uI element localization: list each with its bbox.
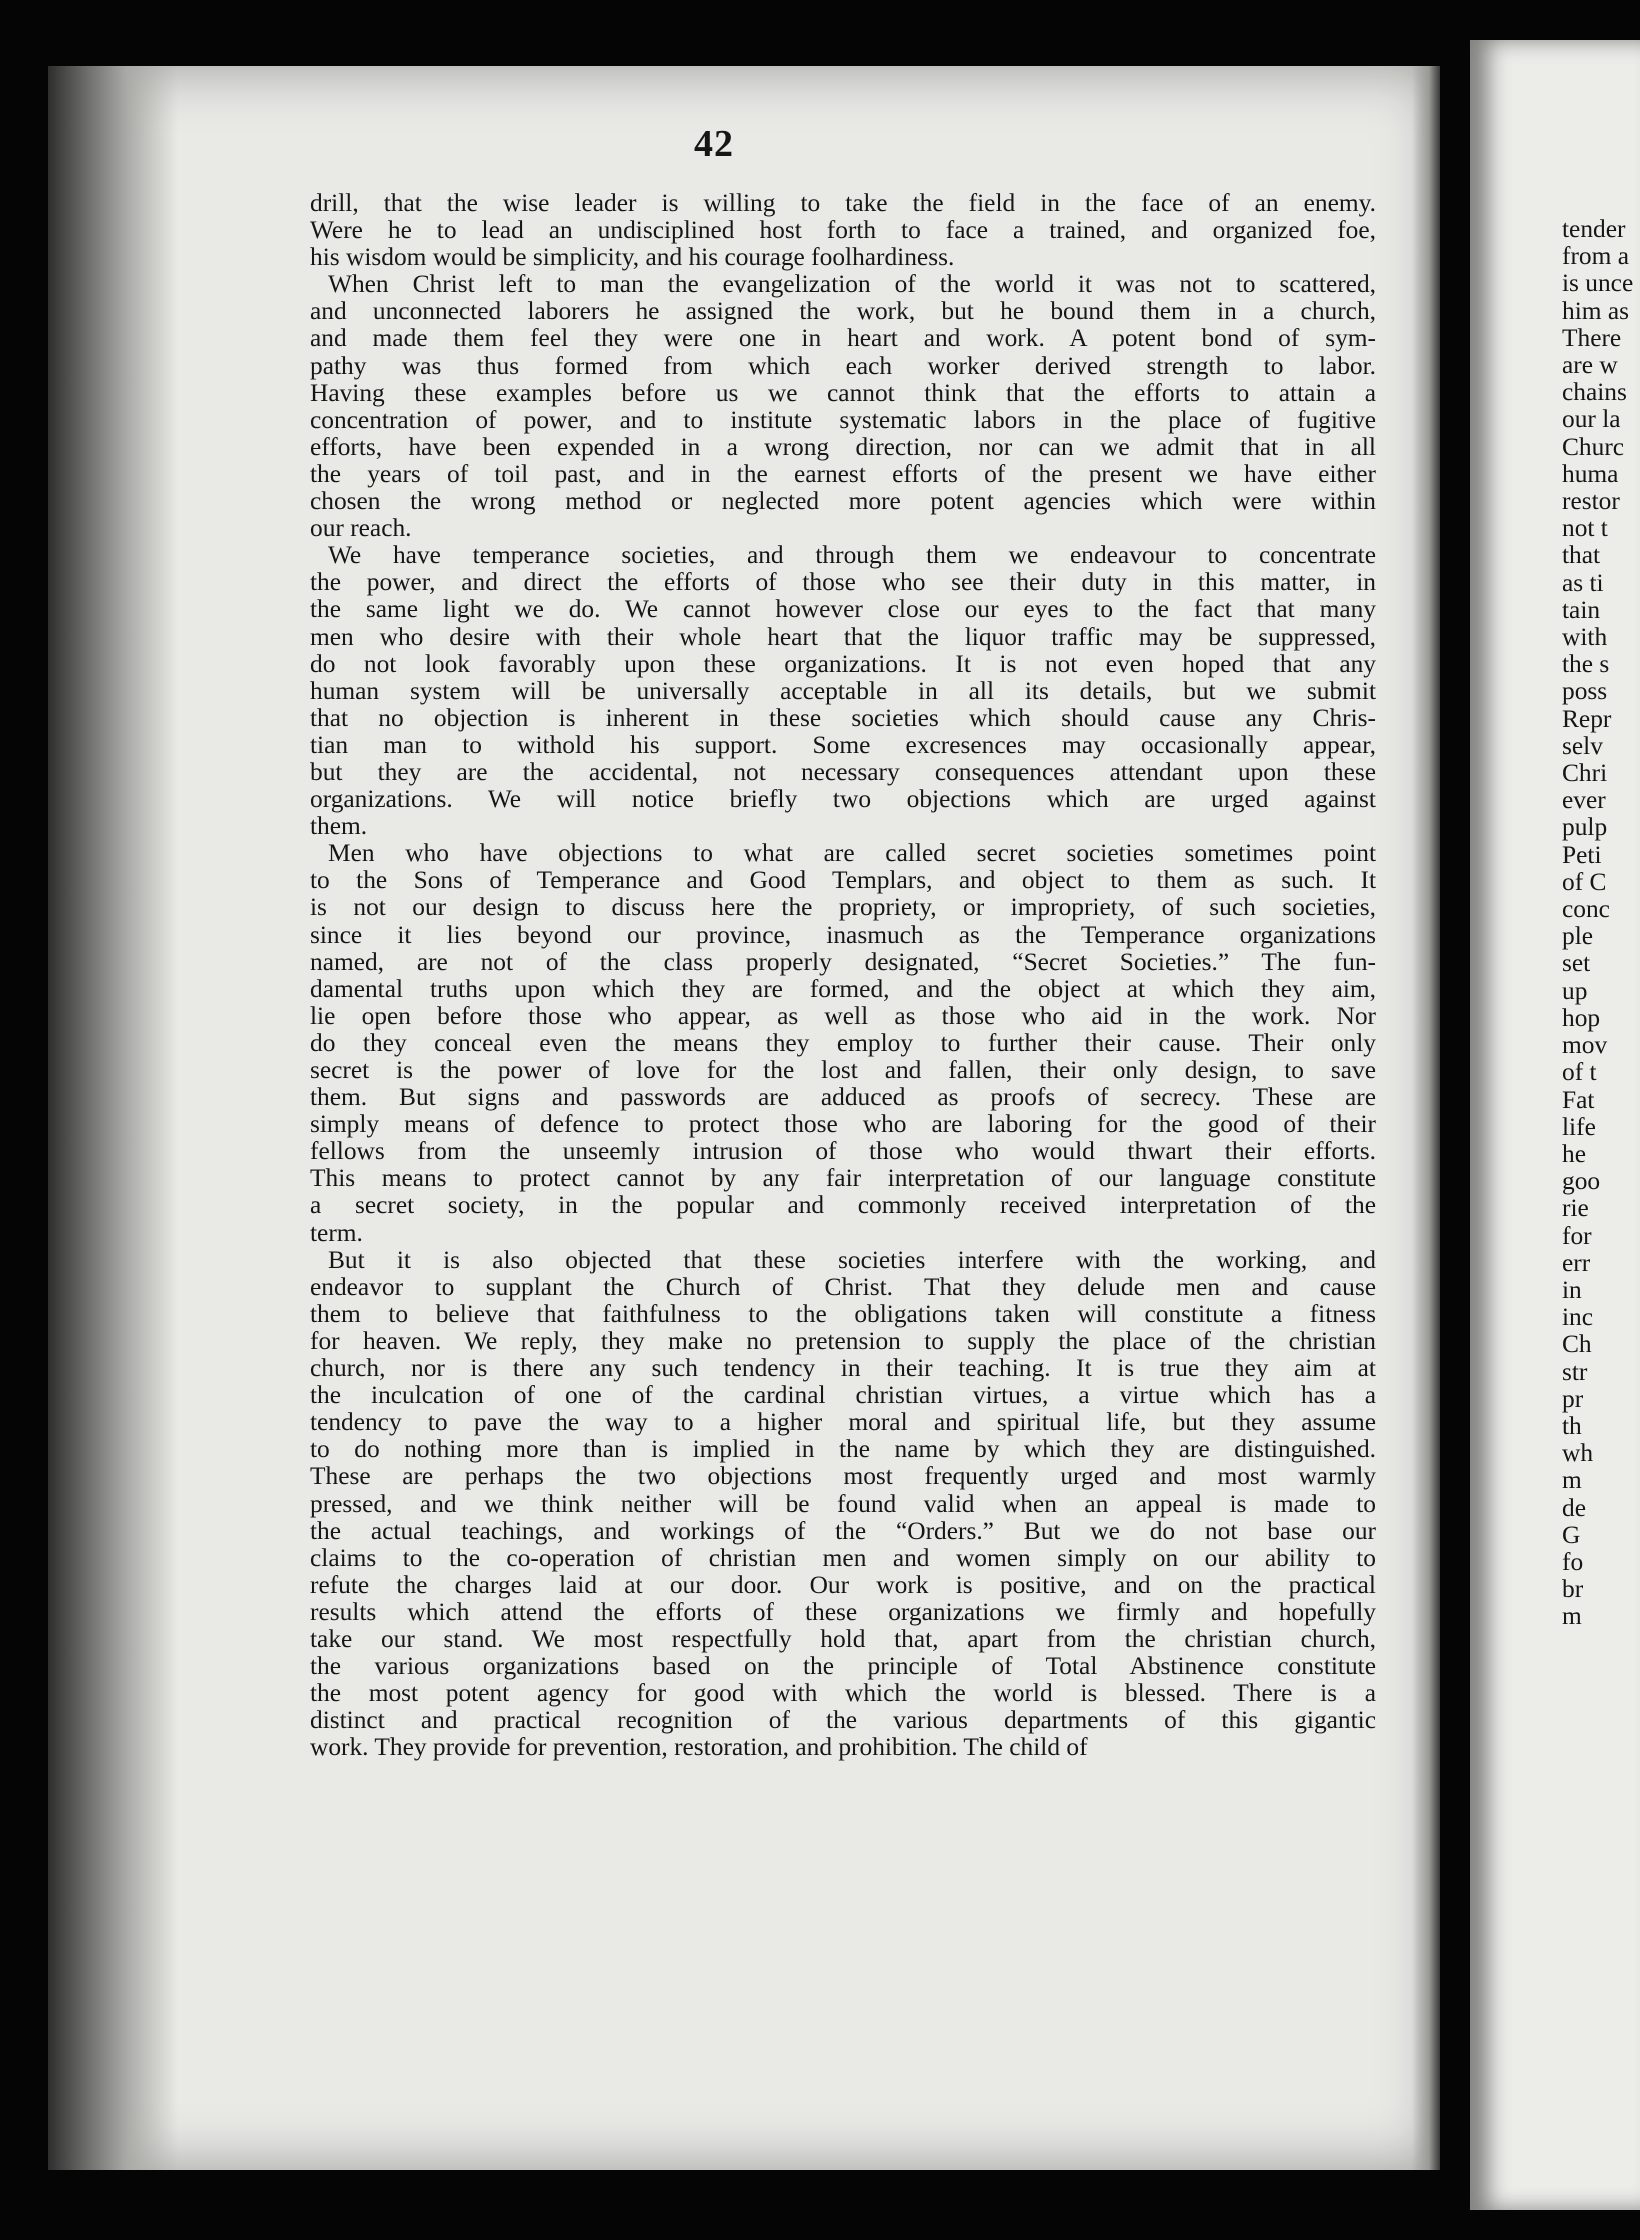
- text-line: church, nor is there any such tendency in their teaching. It is true they aim at: [310, 1354, 1376, 1383]
- facing-text-fragment: tain: [1562, 595, 1601, 624]
- facing-text-fragment: huma: [1562, 459, 1619, 488]
- text-line: drill, that the wise leader is willing to take the field in the face of an enemy.: [310, 189, 1376, 217]
- text-line: the most potent agency for good with which the world is blessed. There is a: [310, 1679, 1376, 1708]
- facing-text-fragment: of t: [1562, 1058, 1597, 1087]
- body-text: [310, 190, 1376, 1761]
- facing-text-fragment: of C: [1562, 867, 1607, 896]
- facing-text-fragment: fo: [1562, 1547, 1584, 1576]
- text-line: Men who have objections to what are called secret societies sometimes point: [328, 839, 1376, 868]
- facing-page-text: [1562, 216, 1640, 1631]
- text-line: the years of toil past, and in the earnest efforts of the present we have either: [310, 459, 1376, 488]
- text-line: do not look favorably upon these organizations. It is not even hoped that any: [310, 649, 1376, 678]
- gutter-shadow: [48, 66, 178, 2170]
- facing-text-fragment: in: [1562, 1275, 1582, 1304]
- facing-text-fragment: hop: [1562, 1003, 1601, 1032]
- paragraph: [310, 190, 1376, 271]
- text-line: for heaven. We reply, they make no pretension to supply the place of the christian: [310, 1326, 1376, 1355]
- text-line: refute the charges laid at our door. Our work is positive, and on the practical: [310, 1570, 1376, 1599]
- text-line: and made them feel they were one in heart and work. A potent bond of sym-: [310, 324, 1376, 353]
- page-number: 42: [694, 123, 734, 165]
- facing-text-fragment: pulp: [1562, 813, 1608, 842]
- text-line: simply means of defence to protect those who are laboring for the good of their: [310, 1110, 1376, 1139]
- facing-text-fragment: chains: [1562, 378, 1627, 407]
- facing-text-fragment: m: [1562, 1466, 1582, 1495]
- text-line: distinct and practical recognition of the various departments of this gigantic: [310, 1706, 1376, 1735]
- facing-text-fragment: br: [1562, 1575, 1584, 1604]
- text-line: We have temperance societies, and through them we endeavour to concentrate: [328, 541, 1376, 570]
- text-line: and unconnected laborers he assigned the work, but he bound them in a church,: [310, 297, 1376, 326]
- facing-text-fragment: wh: [1562, 1439, 1594, 1468]
- text-line: do they conceal even the means they employ to further their cause. Their only: [310, 1028, 1376, 1057]
- paragraph: [310, 840, 1376, 1246]
- facing-text-fragment: our la: [1562, 405, 1621, 434]
- facing-text-fragment: poss: [1562, 677, 1608, 706]
- text-line: endeavor to supplant the Church of Christ. That they delude men and cause: [310, 1272, 1376, 1301]
- facing-text-fragment: is unce: [1562, 269, 1634, 298]
- text-line: that no objection is inherent in these societies which should cause any Chris-: [310, 703, 1376, 732]
- paragraph: [310, 1247, 1376, 1762]
- text-line: But it is also objected that these societies interfere with the working, and: [328, 1245, 1376, 1274]
- text-line: efforts, have been expended in a wrong direction, nor can we admit that in all: [310, 432, 1376, 461]
- paragraph: [310, 271, 1376, 542]
- text-line: Were he to lead an undisciplined host forth to face a trained, and organized foe,: [310, 216, 1376, 245]
- text-line: human system will be universally acceptable in all its details, but we submit: [310, 676, 1376, 705]
- text-line: take our stand. We most respectfully hold that, apart from the christian church,: [310, 1624, 1376, 1653]
- page-edge-shadow: [1412, 66, 1440, 2170]
- text-line: These are perhaps the two objections most frequently urged and most warmly: [310, 1462, 1376, 1491]
- facing-text-fragment: Peti: [1562, 840, 1602, 869]
- text-line: concentration of power, and to institute systematic labors in the place of fugitive: [310, 405, 1376, 434]
- facing-text-fragment: str: [1562, 1357, 1588, 1386]
- facing-text-fragment: err: [1562, 1248, 1591, 1277]
- facing-text-fragment: conc: [1562, 895, 1610, 924]
- text-line: is not our design to discuss here the propriety, or impropriety, of such societies,: [310, 893, 1376, 922]
- facing-text-fragment: selv: [1562, 731, 1603, 760]
- facing-text-fragment: m: [1562, 1602, 1582, 1631]
- text-line: the actual teachings, and workings of the “Orders.” But we do not base our: [310, 1516, 1376, 1545]
- text-line: When Christ left to man the evangelization of the world it was not to scattered,: [328, 270, 1376, 299]
- text-line: named, are not of the class properly designated, “Secret Societies.” The fun-: [310, 947, 1376, 976]
- facing-text-fragment: not t: [1562, 514, 1608, 543]
- text-line: work. They provide for prevention, restoration, and prohibition. The child of: [310, 1733, 1088, 1762]
- facing-text-fragment: th: [1562, 1411, 1582, 1440]
- text-line: tian man to withold his support. Some excresences may occasionally appear,: [310, 730, 1376, 759]
- text-line: Having these examples before us we cannot think that the efforts to attain a: [310, 378, 1376, 407]
- facing-text-fragment: mov: [1562, 1031, 1608, 1060]
- facing-text-fragment: life: [1562, 1112, 1596, 1141]
- text-line: fellows from the unseemly intrusion of those who would thwart their efforts.: [310, 1137, 1376, 1166]
- facing-text-fragment: as ti: [1562, 568, 1604, 597]
- text-line: chosen the wrong method or neglected more potent agencies which were within: [310, 487, 1376, 516]
- facing-text-fragment: ever: [1562, 786, 1606, 815]
- text-line: lie open before those who appear, as well as those who aid in the work. Nor: [310, 1001, 1376, 1030]
- text-line: the power, and direct the efforts of those who see their duty in this matter, in: [310, 568, 1376, 597]
- text-line: organizations. We will notice briefly two objections which are urged against: [310, 785, 1376, 814]
- text-line: This means to protect cannot by any fair interpretation of our language constitute: [310, 1164, 1376, 1193]
- facing-text-fragment: that: [1562, 541, 1601, 570]
- facing-text-fragment: for: [1562, 1221, 1592, 1250]
- facing-text-fragment: There: [1562, 323, 1622, 352]
- text-line: them to believe that faithfulness to the obligations taken will constitute a fitness: [310, 1299, 1376, 1328]
- text-line: results which attend the efforts of these organizations we firmly and hopefully: [310, 1597, 1376, 1626]
- text-line: but they are the accidental, not necessary consequences attendant upon these: [310, 757, 1376, 786]
- facing-text-fragment: him as: [1562, 296, 1629, 325]
- facing-text-fragment: Repr: [1562, 704, 1612, 733]
- text-line: our reach.: [310, 514, 412, 543]
- text-line: his wisdom would be simplicity, and his courage foolhardiness.: [310, 243, 955, 272]
- facing-text-fragment: with: [1562, 623, 1608, 652]
- facing-text-fragment: pr: [1562, 1384, 1584, 1413]
- facing-text-fragment: tender: [1562, 215, 1626, 243]
- facing-text-fragment: Ch: [1562, 1330, 1592, 1359]
- facing-text-fragment: up: [1562, 976, 1588, 1005]
- facing-text-fragment: set: [1562, 949, 1591, 978]
- text-line: pathy was thus formed from which each worker derived strength to labor.: [310, 351, 1376, 380]
- facing-text-fragment: G: [1562, 1520, 1581, 1549]
- text-line: a secret society, in the popular and commonly received interpretation of the: [310, 1191, 1376, 1220]
- text-line: to do nothing more than is implied in the name by which they are distinguished.: [310, 1435, 1376, 1464]
- facing-text-fragment: from a: [1562, 242, 1629, 271]
- text-line: the inculcation of one of the cardinal christian virtues, a virtue which has a: [310, 1381, 1376, 1410]
- facing-text-fragment: rie: [1562, 1194, 1589, 1223]
- text-line: them. But signs and passwords are adduced as proofs of secrecy. These are: [310, 1083, 1376, 1112]
- text-line: to the Sons of Temperance and Good Templars, and object to them as such. It: [310, 866, 1376, 895]
- facing-text-fragment: inc: [1562, 1303, 1594, 1332]
- facing-text-fragment: the s: [1562, 650, 1610, 679]
- text-line: them.: [310, 812, 368, 841]
- facing-text-fragment: are w: [1562, 351, 1618, 380]
- text-line: the same light we do. We cannot however close our eyes to the fact that many: [310, 595, 1376, 624]
- text-line: the various organizations based on the principle of Total Abstinence constitute: [310, 1652, 1376, 1681]
- text-line: damental truths upon which they are formed, and the object at which they aim,: [310, 974, 1376, 1003]
- text-line: term.: [310, 1218, 363, 1247]
- facing-text-fragment: restor: [1562, 487, 1620, 516]
- paragraph: [310, 542, 1376, 840]
- book-page: [48, 66, 1440, 2170]
- facing-text-fragment: he: [1562, 1139, 1586, 1168]
- facing-page: [1470, 40, 1640, 2210]
- facing-text-fragment: ple: [1562, 922, 1594, 951]
- facing-text-fragment: Fat: [1562, 1085, 1595, 1114]
- text-line: tendency to pave the way to a higher moral and spiritual life, but they assume: [310, 1408, 1376, 1437]
- text-line: pressed, and we think neither will be found valid when an appeal is made to: [310, 1489, 1376, 1518]
- facing-text-fragment: de: [1562, 1493, 1586, 1522]
- text-line: claims to the co-operation of christian men and women simply on our ability to: [310, 1543, 1376, 1572]
- facing-text-fragment: Churc: [1562, 432, 1625, 461]
- text-line: secret is the power of love for the lost and fallen, their only design, to save: [310, 1056, 1376, 1084]
- facing-text-fragment: Chri: [1562, 759, 1608, 788]
- text-line: men who desire with their whole heart that the liquor traffic may be suppressed,: [310, 622, 1376, 651]
- facing-text-fragment: goo: [1562, 1167, 1601, 1196]
- text-line: since it lies beyond our province, inasmuch as the Temperance organizations: [310, 920, 1376, 949]
